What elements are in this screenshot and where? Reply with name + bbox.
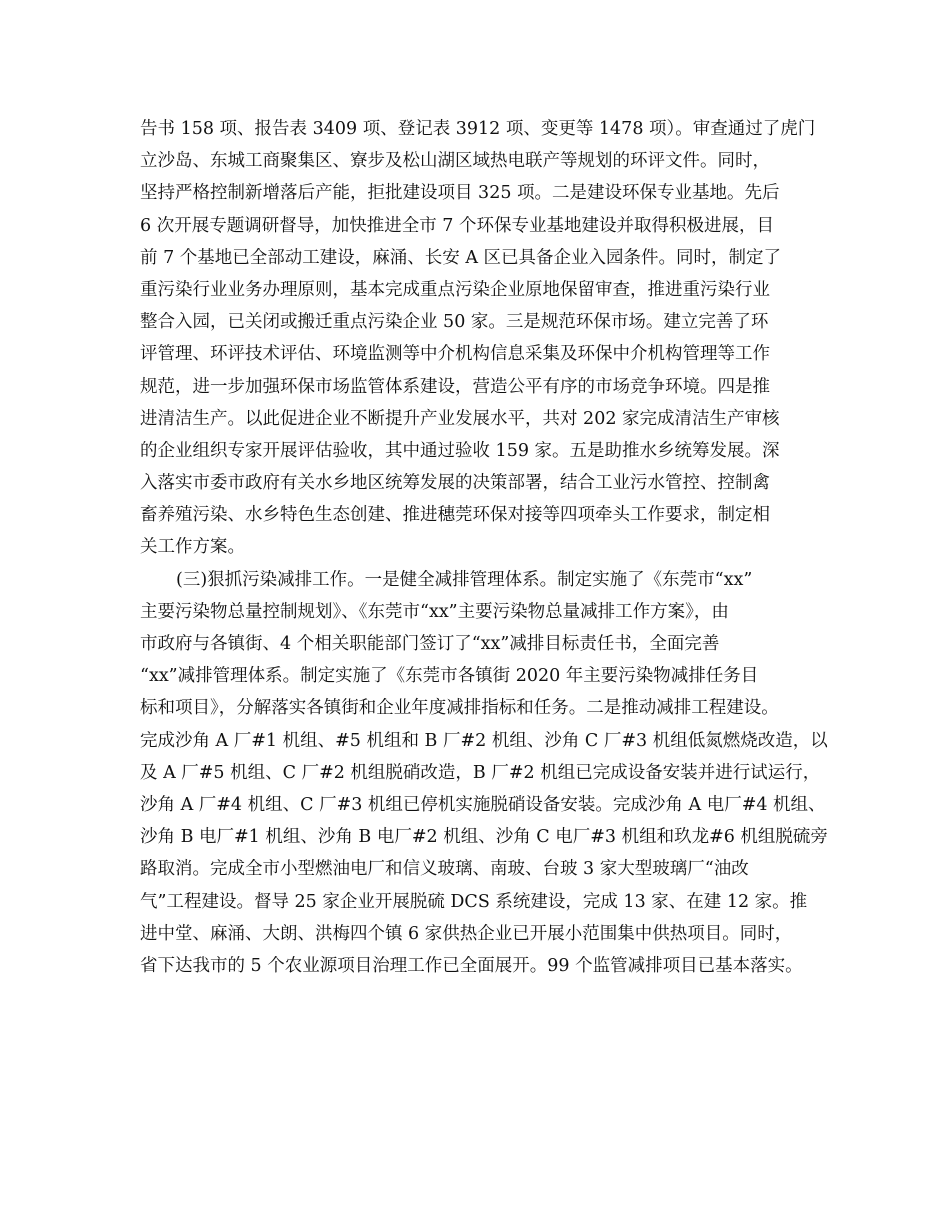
text-line: “xx”减排管理体系。制定实施了《东莞市各镇街 2020 年主要污染物减排任务目 [140, 666, 759, 687]
text-line: (三)狠抓污染减排工作。一是健全减排管理体系。制定实施了《东莞市“xx” [176, 569, 753, 590]
text-line: 路取消。完成全市小型燃油电厂和信义玻璃、南玻、台玻 3 家大型玻璃厂“油改 [140, 859, 749, 880]
text-line: 规范，进一步加强环保市场监管体系建设，营造公平有序的市场竞争环境。四是推 [140, 376, 770, 397]
document-body [140, 113, 830, 982]
text-line: 坚持严格控制新增落后产能，拒批建设项目 325 项。二是建设环保专业基地。先后 [140, 183, 780, 204]
text-line: 评管理、环评技术评估、环境监测等中介机构信息采集及环保中介机构管理等工作 [140, 344, 770, 365]
text-line: 完成沙角 A 厂#1 机组、#5 机组和 B 厂#2 机组、沙角 C 厂#3 机组低氮燃烧改造，以 [140, 730, 828, 751]
text-line: 6 次开展专题调研督导，加快推进全市 7 个环保专业基地建设并取得积极进展，目 [140, 215, 774, 236]
text-line: 重污染行业业务办理原则，基本完成重点污染企业原地保留审查，推进重污染行业 [140, 279, 770, 300]
text-line: 进清洁生产。以此促进企业不断提升产业发展水平，共对 202 家完成清洁生产审核 [140, 408, 780, 429]
text-line: 的企业组织专家开展评估验收，其中通过验收 159 家。五是助推水乡统筹发展。深 [140, 440, 780, 461]
text-line: 及 A 厂#5 机组、C 厂#2 机组脱硝改造，B 厂#2 机组已完成设备安装并进行试运行， [140, 762, 821, 783]
text-line: 主要污染物总量控制规划》、《东莞市“xx”主要污染物总量减排工作方案》，由 [140, 601, 729, 622]
text-line: 省下达我市的 5 个农业源项目治理工作已全面展开。99 个监管减排项目已基本落实。 [140, 955, 803, 976]
text-line: 入落实市委市政府有关水乡地区统筹发展的决策部署，结合工业污水管控、控制禽 [140, 473, 770, 494]
text-line: 气”工程建设。督导 25 家企业开展脱硫 DCS 系统建设，完成 13 家、在建 12 家。推 [140, 891, 808, 912]
text-line: 畜养殖污染、水乡特色生态创建、推进穗莞环保对接等四项牵头工作要求，制定相 [140, 505, 770, 526]
text-line: 标和项目》，分解落实各镇街和企业年度减排指标和任务。二是推动减排工程建设。 [140, 698, 779, 719]
text-line: 市政府与各镇街、4 个相关职能部门签订了“xx”减排目标责任书，全面完善 [140, 634, 720, 654]
text-line: 立沙岛、东城工商聚集区、寮步及松山湖区域热电联产等规划的环评文件。同时， [140, 151, 770, 172]
paragraph [140, 113, 830, 564]
text-line: 进中堂、麻涌、大朗、洪梅四个镇 6 家供热企业已开展小范围集中供热项目。同时， [140, 923, 793, 944]
text-line: 前 7 个基地已全部动工建设，麻涌、长安 A 区已具备企业入园条件。同时，制定了 [140, 247, 782, 268]
paragraph [140, 564, 830, 982]
text-line: 沙角 A 厂#4 机组、C 厂#3 机组已停机实施脱硝设备安装。完成沙角 A 电厂#4 机组、 [140, 794, 826, 815]
text-line: 整合入园，已关闭或搬迁重点污染企业 50 家。三是规范环保市场。建立完善了环 [140, 312, 769, 333]
text-line: 告书 158 项、报告表 3409 项、登记表 3912 项、变更等 1478 项）。审查通过了虎门 [140, 119, 816, 139]
text-line: 沙角 B 电厂#1 机组、沙角 B 电厂#2 机组、沙角 C 电厂#3 机组和玖龙#6 机组脱硫旁 [140, 827, 828, 848]
text-line: 关工作方案。 [140, 537, 245, 558]
